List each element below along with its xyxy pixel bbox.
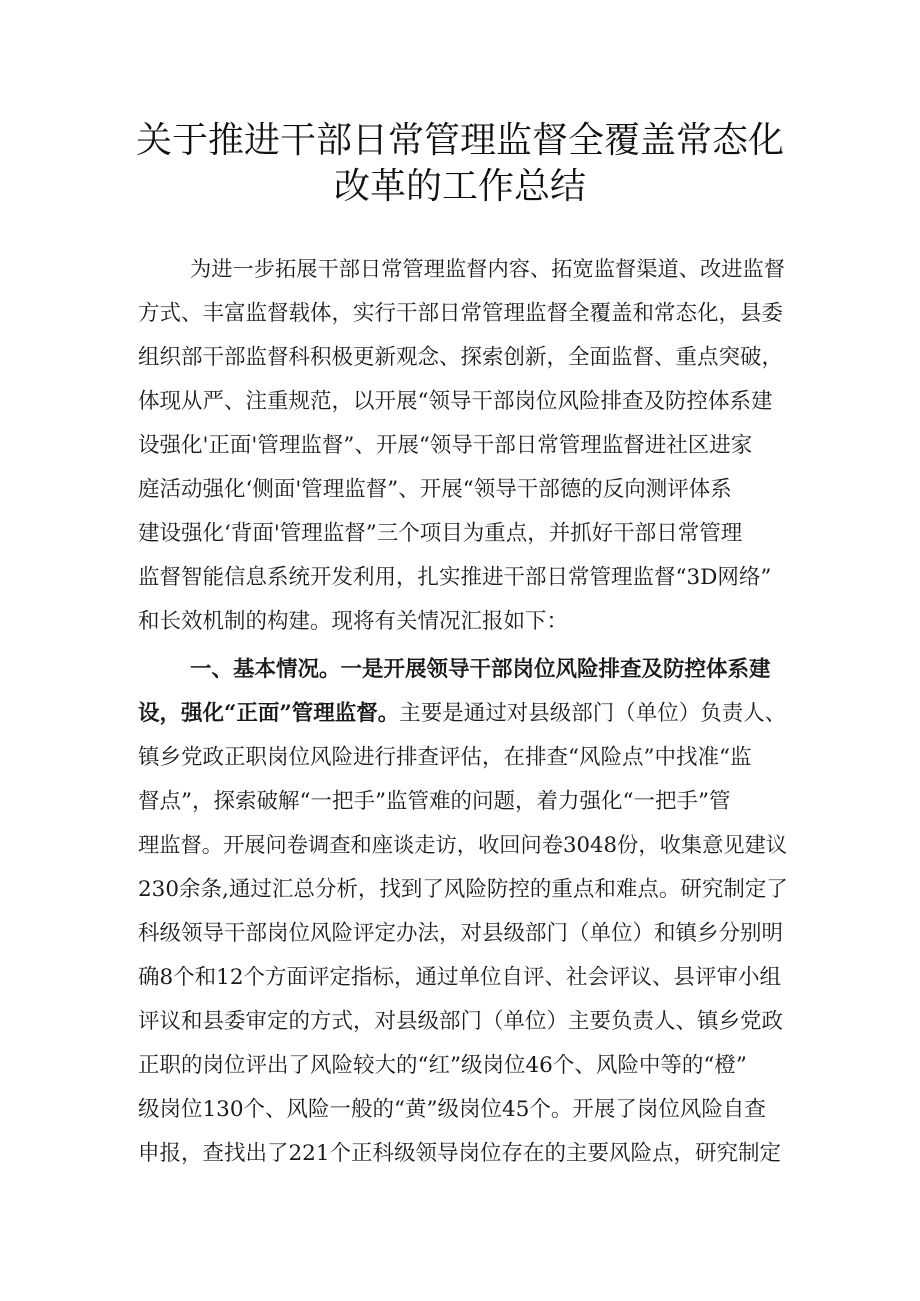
paragraph-2-line: 230余条,通过汇总分析，找到了风险防控的重点和难点。研究制定了 [138, 877, 788, 902]
paragraph-1-line: 为进一步拓展干部日常管理监督内容、拓宽监督渠道、改进监督 [190, 257, 786, 282]
paragraph-2-line: 正职的岗位评出了风险较大的“红”级岗位46个、风险中等的“橙” [138, 1053, 747, 1078]
paragraph-1-line: 庭活动强化‘侧面'管理监督”、开展“领导干部德的反向测评体系 [138, 477, 732, 502]
paragraph-1-line: 方式、丰富监督载体，实行干部日常管理监督全覆盖和常态化，县委 [138, 301, 784, 326]
paragraph-2-line: 级岗位130个、风险一般的“黄”级岗位45个。开展了岗位风险自查 [138, 1097, 766, 1122]
document-title-line-1: 关于推进干部日常管理监督全覆盖常态化 [135, 120, 784, 161]
paragraph-2-line: 镇乡党政正职岗位风险进行排查评估，在排查“风险点”中找准“监 [138, 745, 752, 770]
paragraph-2-line-rest: 主要是通过对县级部门（单位）负责人、 [399, 701, 787, 726]
section-heading-tail: 设，强化“正面”管理监督。 [138, 701, 400, 726]
paragraph-1-line: 设强化'正面'管理监督”、开展“领导干部日常管理监督进社区进家 [138, 433, 753, 458]
paragraph-2-line: 理监督。开展问卷调查和座谈走访，收回问卷3048份，收集意见建议 [138, 833, 788, 858]
paragraph-1-line: 建设强化‘背面'管理监督”三个项目为重点，并抓好干部日常管理 [138, 521, 743, 546]
paragraph-2-line: 申报，查找出了221个正科级领导岗位存在的主要风险点，研究制定 [138, 1141, 782, 1166]
document-title-line-2: 改革的工作总结 [333, 166, 586, 207]
paragraph-2-line: 督点”，探索破解“一把手”监管难的问题，着力强化“一把手”管 [138, 789, 731, 814]
paragraph-1-line: 和长效机制的构建。现将有关情况汇报如下： [138, 609, 569, 634]
paragraph-1-line: 体现从严、注重规范，以开展“领导干部岗位风险排查及防控体系建 [138, 389, 773, 414]
paragraph-2-line: 评议和县委审定的方式，对县级部门（单位）主要负责人、镇乡党政 [138, 1009, 784, 1034]
paragraph-2-line [138, 692, 788, 736]
paragraph-1-line: 组织部干部监督科积极更新观念、探索创新，全面监督、重点突破， [138, 345, 784, 370]
section-heading-line: 一、基本情况。一是开展领导干部岗位风险排查及防控体系建 [190, 657, 771, 682]
paragraph-2-line: 科级领导干部岗位风险评定办法，对县级部门（单位）和镇乡分别明 [138, 921, 784, 946]
paragraph-1-line: 监督智能信息系统开发利用，扎实推进干部日常管理监督“3D网络” [138, 565, 772, 590]
paragraph-2-line: 确8个和12个方面评定指标，通过单位自评、社会评议、县评审小组 [138, 965, 782, 990]
